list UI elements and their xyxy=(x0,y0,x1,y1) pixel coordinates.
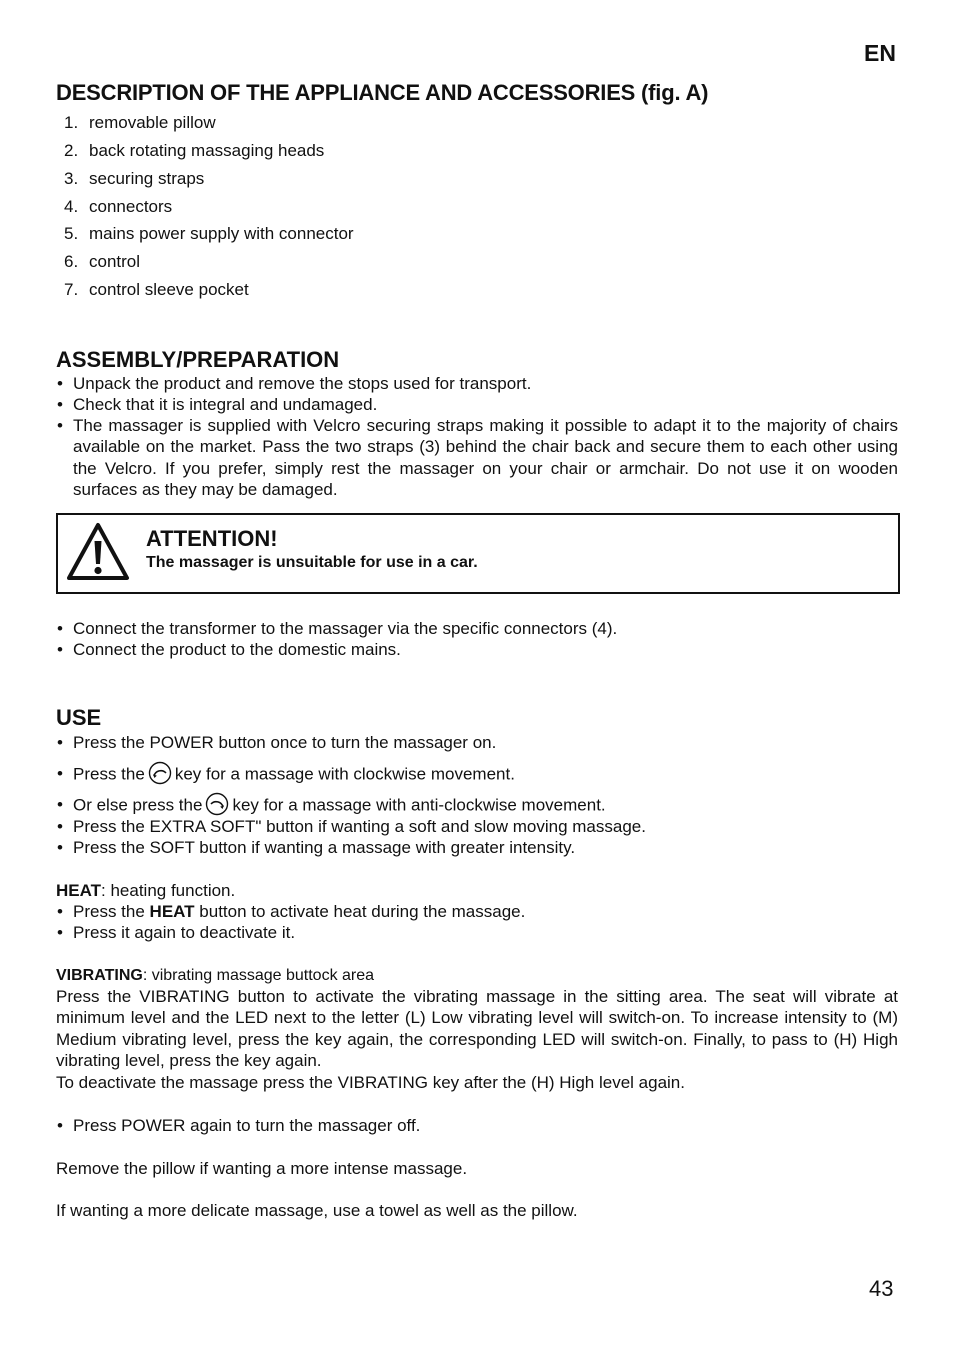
bullet-item: • Press POWER again to turn the massager off. xyxy=(57,1116,421,1135)
bullet-item: • Press the SOFT button if wanting a massage with greater intensity. xyxy=(57,838,576,857)
page-number: 43 xyxy=(869,1276,894,1301)
assembly-heading: ASSEMBLY/PREPARATION xyxy=(56,347,340,372)
bullet-item: • The massager is supplied with Velcro securing straps making it possible to adapt it to the majority of chairs available on the market. Pass the two straps (3) behind the chair back and secure them to each other using the Velcro. If you prefer, simply rest the massager on your chair or armchair. Do not use it on wooden surfaces as they may be damaged. xyxy=(57,416,898,499)
vibrating-paragraph: Press the VIBRATING button to activate the vibrating massage in the sitting area. The seat will vibrate at minimum level and the LED next to the letter (L) Low vibrating level will switch-on. To increase intensity to (M) Medium vibrating level, press the key again, the corresponding LED will switch-on. Finally, to pass to (H) High vibrating level, press the key again. xyxy=(56,987,898,1070)
clockwise-rotation-icon xyxy=(148,761,172,785)
bullet-item: • Connect the transformer to the massager via the specific connectors (4). xyxy=(57,619,618,638)
list-item: 5. mains power supply with connector xyxy=(64,224,354,243)
bullet-item: • Unpack the product and remove the stops used for transport. xyxy=(57,374,532,393)
list-item: 3. securing straps xyxy=(64,169,205,188)
attention-title: ATTENTION! xyxy=(146,526,278,551)
bullet-item: • Press the POWER button once to turn the massager on. xyxy=(57,733,497,752)
list-item: 6. control xyxy=(64,252,141,271)
note-paragraph: If wanting a more delicate massage, use a towel as well as the pillow. xyxy=(56,1201,578,1220)
list-item: 2. back rotating massaging heads xyxy=(64,141,325,160)
attention-text: The massager is unsuitable for use in a car. xyxy=(146,554,478,571)
heat-description: HEAT: heating function. xyxy=(56,881,236,900)
list-item: 7. control sleeve pocket xyxy=(64,280,249,299)
description-heading: DESCRIPTION OF THE APPLIANCE AND ACCESSORIES (fig. A) xyxy=(56,80,709,105)
vibrating-deactivate: To deactivate the massage press the VIBRATING key after the (H) High level again. xyxy=(56,1073,685,1092)
bullet-item: • Or else press the key for a massage with anti-clockwise movement. xyxy=(56,794,898,818)
anticlockwise-rotation-icon xyxy=(205,792,229,816)
language-tag: EN xyxy=(864,40,896,66)
bullet-item: • Connect the product to the domestic mains. xyxy=(57,640,401,659)
note-paragraph: Remove the pillow if wanting a more intense massage. xyxy=(56,1159,468,1178)
bullet-item: • Press the EXTRA SOFT" button if wanting a soft and slow moving massage. xyxy=(57,817,646,836)
bullet-item: • Check that it is integral and undamaged. xyxy=(57,395,378,414)
bullet-item: • Press the HEAT button to activate heat during the massage. xyxy=(57,902,526,921)
warning-triangle-icon xyxy=(66,521,130,581)
bullet-item: • Press the key for a massage with clockwise movement. xyxy=(56,763,898,787)
bullet-item: • Press it again to deactivate it. xyxy=(57,923,296,942)
list-item: 1. removable pillow xyxy=(64,113,216,132)
vibrating-description: VIBRATING: vibrating massage buttock area xyxy=(56,967,375,984)
list-item: 4. connectors xyxy=(64,197,173,216)
use-heading: USE xyxy=(56,705,102,730)
